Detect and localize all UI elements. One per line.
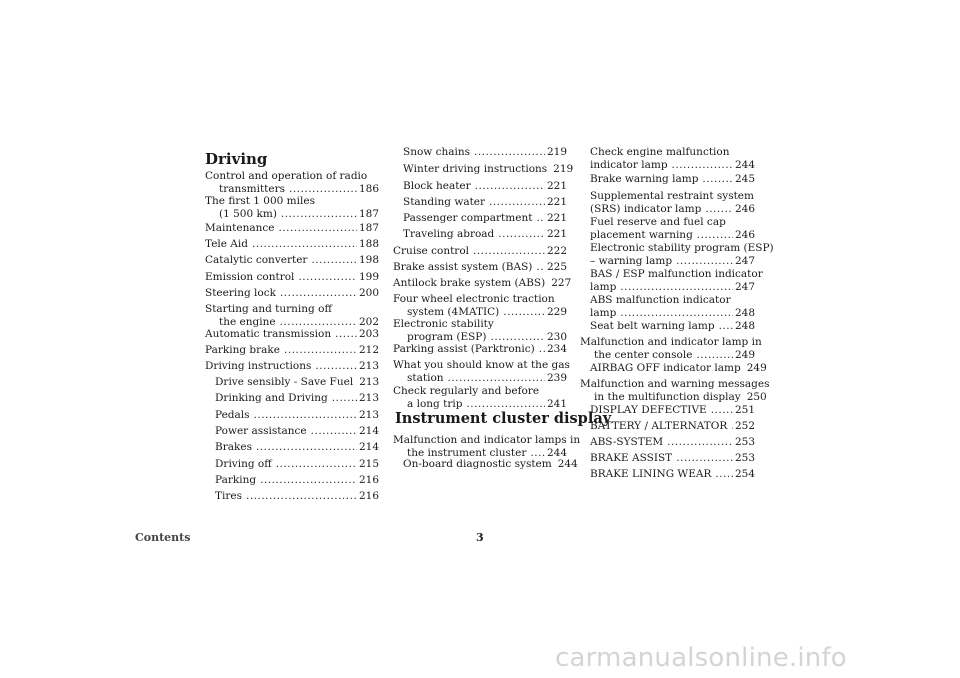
toc-entry-page: 245 <box>734 173 755 185</box>
toc-entry-page: 221 <box>546 196 567 208</box>
toc-entry-title-cont: a long trip <box>407 398 463 410</box>
toc-entry-page: 225 <box>546 261 567 273</box>
leader-dots <box>539 343 545 356</box>
toc-entry-page: 188 <box>358 238 379 250</box>
toc-entry-title: Snow chains <box>403 146 471 158</box>
toc-entry[interactable] <box>393 228 567 241</box>
toc-entry-title-cont: lamp <box>590 307 617 319</box>
toc-entry-title: BRAKE LINING WEAR <box>590 468 712 480</box>
toc-entry[interactable] <box>393 359 570 385</box>
leader-dots <box>260 474 357 487</box>
toc-entry[interactable] <box>205 254 379 267</box>
section-title-instrument-cluster: Instrument cluster display <box>395 410 612 427</box>
toc-entry[interactable] <box>393 163 574 176</box>
toc-entry[interactable] <box>205 360 379 373</box>
toc-entry-page: 214 <box>358 425 379 437</box>
toc-entry[interactable] <box>205 287 379 300</box>
toc-entry-title-cont: in the multifunction display <box>594 391 741 403</box>
leader-dots <box>667 436 733 449</box>
toc-entry-page: 219 <box>553 163 574 175</box>
leader-dots <box>298 271 357 284</box>
toc-entry[interactable] <box>580 336 762 362</box>
toc-entry-title: Malfunction and warning messages <box>580 378 770 390</box>
toc-entry-title: Seat belt warning lamp <box>590 320 715 332</box>
toc-entry-page: 186 <box>358 183 379 195</box>
toc-entry-title-cont: indicator lamp <box>590 159 668 171</box>
leader-dots <box>676 255 733 268</box>
toc-entry-page: 221 <box>546 180 567 192</box>
footer-section-label: Contents <box>135 531 191 544</box>
toc-entry-title-cont: system (4MATIC) <box>407 306 500 318</box>
toc-entry[interactable] <box>393 318 567 344</box>
leader-dots <box>332 392 357 405</box>
toc-entry[interactable] <box>205 458 379 471</box>
toc-entry-page: 213 <box>358 409 379 421</box>
toc-entry-title: BAS / ESP malfunction indicator <box>590 268 763 280</box>
toc-entry-title-cont: (1 500 km) <box>219 208 277 220</box>
toc-entry-title: Check regularly and before <box>393 385 540 397</box>
leader-dots <box>474 146 545 159</box>
toc-entry-title: Maintenance <box>205 222 275 234</box>
toc-entry-page: 216 <box>358 490 379 502</box>
toc-entry-page: 246 <box>734 229 755 241</box>
toc-entry[interactable] <box>205 425 379 438</box>
toc-entry-title: Automatic transmission <box>205 328 332 340</box>
toc-entry-page: 247 <box>734 255 755 267</box>
toc-entry[interactable] <box>205 474 379 487</box>
toc-entry-title: AIRBAG OFF indicator lamp <box>590 362 741 374</box>
toc-entry[interactable] <box>580 173 755 186</box>
toc-entry-title: Malfunction and indicator lamp in <box>580 336 762 348</box>
toc-entry-page: 251 <box>734 404 755 416</box>
toc-entry[interactable] <box>205 195 379 221</box>
toc-entry-page: 227 <box>551 277 572 289</box>
toc-entry-page: 239 <box>546 372 567 384</box>
toc-entry-title-cont: the engine <box>219 316 276 328</box>
toc-entry-page: 253 <box>734 436 755 448</box>
toc-entry-page: 187 <box>358 222 379 234</box>
toc-entry[interactable] <box>205 376 379 389</box>
toc-entry-title: Malfunction and indicator lamps in <box>393 434 581 446</box>
toc-entry-page: 200 <box>358 287 379 299</box>
toc-entry-page: 230 <box>546 331 567 343</box>
page-number: 3 <box>476 531 484 544</box>
toc-entry[interactable] <box>205 328 379 341</box>
leader-dots <box>280 287 357 300</box>
toc-entry[interactable] <box>580 362 767 375</box>
toc-entry[interactable] <box>205 490 379 503</box>
toc-entry[interactable] <box>393 343 567 356</box>
toc-entry-title: Power assistance <box>215 425 307 437</box>
toc-entry-title: Tires <box>215 490 242 502</box>
toc-entry-title: Check engine malfunction <box>590 146 730 158</box>
toc-entry-title-cont: (SRS) indicator lamp <box>590 203 702 215</box>
leader-dots <box>448 372 545 385</box>
toc-entry[interactable] <box>590 190 755 216</box>
toc-entry-title: Electronic stability program (ESP) <box>590 242 774 254</box>
toc-entry-title: Drive sensibly - Save Fuel <box>215 376 354 388</box>
toc-entry[interactable] <box>205 392 379 405</box>
toc-entry-title: DISPLAY DEFECTIVE <box>590 404 707 416</box>
toc-entry[interactable] <box>590 146 755 172</box>
toc-entry-page: 203 <box>358 328 379 340</box>
toc-entry-page: 198 <box>358 254 379 266</box>
toc-entry-title: Parking <box>215 474 257 486</box>
toc-entry[interactable] <box>393 385 567 411</box>
watermark-text: carmanualsonline.info <box>555 643 847 673</box>
toc-entry-title: Catalytic converter <box>205 254 308 266</box>
toc-entry-page: 216 <box>358 474 379 486</box>
toc-entry-title: Winter driving instructions <box>403 163 548 175</box>
toc-entry-title: Control and operation of radio <box>205 170 368 182</box>
toc-entry-title-cont: placement warning <box>590 229 693 241</box>
toc-entry[interactable] <box>393 196 567 209</box>
toc-entry[interactable] <box>580 378 770 404</box>
toc-entry-title-cont: the center console <box>594 349 693 361</box>
leader-dots <box>256 441 357 454</box>
leader-dots <box>620 307 733 320</box>
toc-entry[interactable] <box>580 320 755 333</box>
toc-entry-title: Cruise control <box>393 245 469 257</box>
leader-dots <box>278 222 357 235</box>
leader-dots <box>311 425 357 438</box>
toc-entry-page: 244 <box>734 159 755 171</box>
toc-entry-title: BRAKE ASSIST <box>590 452 673 464</box>
toc-entry[interactable] <box>393 277 572 290</box>
toc-entry-page: 247 <box>734 281 755 293</box>
leader-dots <box>473 245 545 258</box>
toc-entry-page: 234 <box>546 343 567 355</box>
toc-entry-title: The first 1 000 miles <box>205 195 315 207</box>
toc-entry[interactable] <box>205 222 379 235</box>
leader-dots <box>715 468 733 481</box>
toc-entry-title: Drinking and Driving <box>215 392 328 404</box>
toc-entry-title: Parking brake <box>205 344 280 356</box>
toc-entry-title-cont: the instrument cluster <box>407 447 527 459</box>
toc-entry[interactable] <box>205 303 379 329</box>
toc-entry-title: Pedals <box>215 409 250 421</box>
leader-dots <box>702 173 733 186</box>
toc-entry-page: 252 <box>734 420 755 432</box>
toc-entry-page: 229 <box>546 306 567 318</box>
toc-entry[interactable] <box>393 146 567 159</box>
toc-entry-title: Four wheel electronic traction <box>393 293 555 305</box>
toc-entry[interactable] <box>590 242 774 268</box>
toc-entry[interactable] <box>393 180 567 193</box>
toc-entry-page: 254 <box>734 468 755 480</box>
leader-dots <box>719 320 733 333</box>
toc-entry[interactable] <box>205 238 379 251</box>
leader-dots <box>672 159 733 172</box>
toc-entry[interactable] <box>205 441 379 454</box>
toc-entry[interactable] <box>205 271 379 284</box>
toc-entry-page: 246 <box>734 203 755 215</box>
toc-entry-title: Tele Aid <box>205 238 248 250</box>
toc-entry[interactable] <box>580 404 755 417</box>
leader-dots <box>498 228 545 241</box>
toc-entry-page: 249 <box>734 349 755 361</box>
toc-entry[interactable] <box>590 216 755 242</box>
toc-entry-title: Steering lock <box>205 287 276 299</box>
toc-entry-page: 215 <box>358 458 379 470</box>
toc-entry-title: Antilock brake system (ABS) <box>393 277 546 289</box>
toc-entry-title: Brake warning lamp <box>590 173 699 185</box>
toc-entry[interactable] <box>393 434 581 460</box>
toc-entry[interactable] <box>393 261 567 274</box>
toc-entry-title: What you should know at the gas <box>393 359 570 371</box>
toc-entry-page: 219 <box>546 146 567 158</box>
leader-dots <box>705 203 733 216</box>
toc-entry[interactable] <box>580 468 755 481</box>
toc-entry[interactable] <box>590 268 763 294</box>
leader-dots <box>731 420 733 433</box>
toc-entry[interactable] <box>393 293 567 319</box>
toc-entry-title: On-board diagnostic system <box>403 458 552 470</box>
toc-entry-title-cont: station <box>407 372 444 384</box>
toc-entry-title: Supplemental restraint system <box>590 190 754 202</box>
toc-entry-title: Electronic stability <box>393 318 494 330</box>
toc-entry-title: Passenger compartment <box>403 212 533 224</box>
leader-dots <box>276 458 357 471</box>
toc-entry-title: Emission control <box>205 271 295 283</box>
toc-entry-page: 222 <box>546 245 567 257</box>
toc-entry-page: 199 <box>358 271 379 283</box>
toc-entry-title-cont: lamp <box>590 281 617 293</box>
toc-entry-page: 253 <box>734 452 755 464</box>
leader-dots <box>536 261 545 274</box>
leader-dots <box>315 360 357 373</box>
leader-dots <box>284 344 357 357</box>
leader-dots <box>311 254 357 267</box>
toc-entry-title: Starting and turning off <box>205 303 332 315</box>
toc-entry-page: 212 <box>358 344 379 356</box>
toc-entry-page: 213 <box>359 376 380 388</box>
toc-entry-page: 187 <box>358 208 379 220</box>
toc-entry-title: Standing water <box>403 196 486 208</box>
toc-entry[interactable] <box>205 344 379 357</box>
toc-entry[interactable] <box>580 436 755 449</box>
leader-dots <box>281 208 357 221</box>
toc-entry-title: Brakes <box>215 441 252 453</box>
toc-entry-title-cont: – warning lamp <box>590 255 673 267</box>
leader-dots <box>246 490 357 503</box>
toc-entry-page: 221 <box>546 212 567 224</box>
leader-dots <box>697 229 733 242</box>
toc-entry-page: 244 <box>546 447 567 459</box>
toc-entry[interactable] <box>205 170 379 196</box>
toc-entry-title: Brake assist system (BAS) <box>393 261 533 273</box>
toc-entry-title: ABS-SYSTEM <box>590 436 664 448</box>
toc-entry-title: Driving off <box>215 458 272 470</box>
toc-entry-page: 213 <box>358 392 379 404</box>
toc-entry-page: 202 <box>358 316 379 328</box>
toc-entry-page: 248 <box>734 320 755 332</box>
toc-entry-page: 213 <box>358 360 379 372</box>
toc-entry-title: BATTERY / ALTERNATOR <box>590 420 728 432</box>
toc-entry[interactable] <box>580 452 755 465</box>
toc-entry-title: ABS malfunction indicator <box>590 294 731 306</box>
toc-entry[interactable] <box>393 245 567 258</box>
toc-entry-page: 214 <box>358 441 379 453</box>
toc-entry[interactable] <box>393 458 578 471</box>
toc-entry-page: 250 <box>746 391 767 403</box>
leader-dots <box>475 180 545 193</box>
toc-entry-title-cont: transmitters <box>219 183 286 195</box>
leader-dots <box>536 212 545 225</box>
leader-dots <box>254 409 357 422</box>
toc-entry[interactable] <box>393 212 567 225</box>
leader-dots <box>620 281 733 294</box>
toc-entry-page: 241 <box>546 398 567 410</box>
toc-entry-page: 221 <box>546 228 567 240</box>
toc-entry-page: 244 <box>557 458 578 470</box>
toc-entry[interactable] <box>205 409 379 422</box>
leader-dots <box>711 404 733 417</box>
toc-entry-title: Block heater <box>403 180 471 192</box>
toc-entry-title: Fuel reserve and fuel cap <box>590 216 726 228</box>
leader-dots <box>489 196 545 209</box>
toc-entry-title: Traveling abroad <box>403 228 495 240</box>
leader-dots <box>676 452 733 465</box>
section-title-driving: Driving <box>205 150 268 168</box>
leader-dots <box>335 328 357 341</box>
leader-dots <box>252 238 357 251</box>
leader-dots <box>696 349 733 362</box>
toc-entry-page: 248 <box>734 307 755 319</box>
toc-entry[interactable] <box>580 420 755 433</box>
toc-entry[interactable] <box>590 294 755 320</box>
toc-entry-page: 249 <box>746 362 767 374</box>
toc-entry-title: Parking assist (Parktronic) <box>393 343 535 355</box>
toc-entry-title-cont: program (ESP) <box>407 331 487 343</box>
toc-entry-title: Driving instructions <box>205 360 312 372</box>
